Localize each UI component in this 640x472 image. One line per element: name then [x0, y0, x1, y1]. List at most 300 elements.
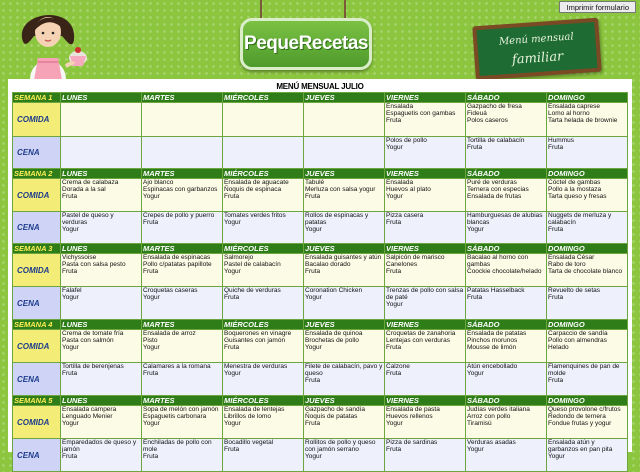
meal-cell[interactable]	[547, 363, 628, 396]
meal-cell[interactable]	[61, 212, 142, 244]
day-header: VIERNES	[385, 93, 466, 103]
dish-text: Ñoquis de espinaca	[224, 186, 282, 194]
week-header-row	[13, 320, 628, 330]
dish-text: Yogur	[224, 219, 241, 227]
meal-cell[interactable]	[61, 103, 142, 137]
meal-cell[interactable]	[142, 330, 223, 363]
dish-text: Polos de pollo	[386, 137, 427, 144]
comida-label: COMIDA	[13, 406, 61, 439]
chef-girl-illustration	[8, 0, 104, 80]
dish-text: Ensalada	[386, 179, 414, 186]
meal-cell[interactable]	[304, 254, 385, 287]
day-header: DOMINGO	[547, 320, 628, 330]
meal-cell[interactable]	[304, 363, 385, 396]
dish-text: Puré de verduras	[467, 179, 517, 186]
day-header: MIÉRCOLES	[223, 396, 304, 406]
dish-text: Bocadillo vegetal	[224, 439, 274, 446]
comida-row	[13, 254, 628, 287]
dish-text: Rollitos de pollo y queso con jamón serrano	[305, 439, 376, 454]
comida-row	[13, 330, 628, 363]
day-header: SÁBADO	[466, 396, 547, 406]
chalkboard-sign	[472, 18, 601, 81]
meal-cell[interactable]	[547, 254, 628, 287]
meal-cell[interactable]	[466, 103, 547, 137]
dish-text: Canelones	[386, 261, 418, 269]
dish-text: Fruta	[548, 377, 564, 385]
week-label: SEMANA 4	[13, 320, 61, 330]
meal-cell[interactable]	[466, 179, 547, 212]
week-label: SEMANA 3	[13, 244, 61, 254]
meal-cell[interactable]	[304, 137, 385, 169]
dish-text: Quiche de verduras	[224, 287, 281, 294]
dish-text: Crepes de pollo y puerro	[143, 212, 215, 219]
dish-text: Fruta	[386, 446, 402, 454]
day-header: VIERNES	[385, 244, 466, 254]
dish-text: Fruta	[143, 219, 159, 227]
dish-text: Fruta	[62, 453, 78, 461]
meal-cell[interactable]	[61, 363, 142, 396]
meal-cell[interactable]	[304, 179, 385, 212]
comida-label: COMIDA	[13, 254, 61, 287]
day-header: JUEVES	[304, 93, 385, 103]
dish-text: Boquerones en vinagre	[224, 330, 292, 337]
dish-text: Ensalada campera	[62, 406, 117, 413]
dish-text: Huevos rellenos	[386, 413, 433, 421]
meal-cell[interactable]	[466, 287, 547, 320]
dish-text: Brochetas de pollo	[305, 337, 359, 345]
dish-text: Librillos de lomo	[224, 413, 271, 421]
meal-cell[interactable]	[547, 439, 628, 472]
dish-text: Espaguetis con gambas	[386, 110, 456, 118]
dish-text: Coronation Chicken	[305, 287, 363, 294]
meal-cell[interactable]	[385, 179, 466, 212]
dish-text: Gazpacho de fresa	[467, 103, 522, 110]
day-header: SÁBADO	[466, 93, 547, 103]
dish-text: Pizza casera	[386, 212, 424, 219]
dish-text: Yogur	[305, 344, 322, 352]
dish-text: Fruta	[467, 294, 483, 302]
dish-text: Ensalada César	[548, 254, 595, 261]
meal-cell[interactable]	[304, 330, 385, 363]
dish-text: Ensalada atún y garbanzos en pan pita	[548, 439, 613, 454]
dish-text: Yogur	[143, 294, 160, 302]
dish-text: Yogur	[305, 453, 322, 461]
week-header-row	[13, 396, 628, 406]
dish-text: Pasta con salsa pesto	[62, 261, 126, 269]
dish-text: Verduras asadas	[467, 439, 516, 446]
day-header: MARTES	[142, 169, 223, 179]
meal-cell[interactable]	[61, 439, 142, 472]
dish-text: Nuggets de merluza y calabacín	[548, 212, 612, 227]
dish-text: Fruta	[386, 219, 402, 227]
dish-text: Ensalada guisantes y atún	[305, 254, 382, 261]
cena-label: CENA	[13, 137, 61, 169]
dish-text: Ensalada de arroz	[143, 330, 196, 337]
dish-text: Ensalada de frutas	[467, 193, 522, 201]
dish-text: Hummus	[548, 137, 575, 144]
meal-cell[interactable]	[547, 137, 628, 169]
meal-cell[interactable]	[385, 287, 466, 320]
dish-text: Lomo al horno	[548, 110, 590, 118]
meal-cell[interactable]	[223, 254, 304, 287]
dish-text: Dorada a la sal	[62, 186, 106, 194]
day-header: VIERNES	[385, 396, 466, 406]
day-header: LUNES	[61, 169, 142, 179]
meal-cell[interactable]	[385, 254, 466, 287]
dish-text: Queso provolone c/frutos	[548, 406, 621, 413]
dish-text: Fruta	[62, 193, 78, 201]
dish-text: Pollo c/patatas papillote	[143, 261, 212, 269]
meal-cell[interactable]	[385, 137, 466, 169]
dish-text: Rabo de toro	[548, 261, 586, 269]
day-header: DOMINGO	[547, 244, 628, 254]
meal-cell[interactable]	[142, 439, 223, 472]
day-header: MIÉRCOLES	[223, 93, 304, 103]
week-header-row	[13, 244, 628, 254]
dish-text: Yogur	[224, 268, 241, 276]
meal-cell[interactable]	[547, 179, 628, 212]
day-header: MIÉRCOLES	[223, 320, 304, 330]
chalkboard-line-2: familiar	[511, 49, 564, 68]
dish-text: Ajo blanco	[143, 179, 174, 186]
dish-text: Yogur	[467, 370, 484, 378]
dish-text: Fruta	[224, 446, 240, 454]
dish-text: Patatas Hasselback	[467, 287, 525, 294]
dish-text: Ensalada de lentejas	[224, 406, 285, 413]
dish-text: Tomates verdes fritos	[224, 212, 286, 219]
dish-text: Ensalada de quinoa	[305, 330, 363, 337]
dish-text: Fruta	[305, 420, 321, 428]
dish-text: Espaguetis carbonara	[143, 413, 207, 421]
dish-text: Tortilla de calabacín	[467, 137, 525, 144]
dish-text: Yogur	[143, 344, 160, 352]
meal-cell[interactable]	[142, 212, 223, 244]
day-header: JUEVES	[304, 244, 385, 254]
dish-text: Fruta	[386, 370, 402, 378]
meal-cell[interactable]	[223, 103, 304, 137]
cena-label: CENA	[13, 439, 61, 472]
meal-cell[interactable]	[61, 406, 142, 439]
meal-cell[interactable]	[142, 363, 223, 396]
meal-cell[interactable]	[385, 406, 466, 439]
meal-cell[interactable]	[466, 363, 547, 396]
cena-row	[13, 363, 628, 396]
meal-cell[interactable]	[61, 287, 142, 320]
dish-text: Rollos de espinacas y patatas	[305, 212, 369, 227]
dish-text: Fruta	[224, 193, 240, 201]
meal-cell[interactable]	[223, 137, 304, 169]
dish-text: Fruta	[62, 370, 78, 378]
dish-text: Merluza con salsa yogur	[305, 186, 376, 194]
dish-text: Fruta	[386, 344, 402, 352]
dish-text: Pastel de calabacín	[224, 261, 281, 269]
meal-cell[interactable]	[466, 212, 547, 244]
dish-text: Yogur	[386, 144, 403, 152]
dish-text: Filete de calabacín, pavo y queso	[305, 363, 383, 378]
meal-cell[interactable]	[142, 103, 223, 137]
dish-text: Fruta	[305, 268, 321, 276]
dish-text: Salpicón de marisco	[386, 254, 445, 261]
dish-text: Fruta	[143, 370, 159, 378]
dish-text: Atún encebollado	[467, 363, 518, 370]
day-header: MIÉRCOLES	[223, 244, 304, 254]
page-header	[0, 0, 640, 78]
dish-text: Pinchos morunos	[467, 337, 518, 345]
meal-cell[interactable]	[223, 287, 304, 320]
dish-text: Ternera con especias	[467, 186, 529, 194]
meal-cell[interactable]	[142, 179, 223, 212]
dish-text: Yogur	[62, 226, 79, 234]
meal-cell[interactable]	[223, 330, 304, 363]
day-header: SÁBADO	[466, 244, 547, 254]
dish-text: Huevos al plato	[386, 186, 431, 194]
day-header: JUEVES	[304, 169, 385, 179]
week-label: SEMANA 1	[13, 93, 61, 103]
day-header: VIERNES	[385, 169, 466, 179]
week-label: SEMANA 2	[13, 169, 61, 179]
meal-cell[interactable]	[547, 212, 628, 244]
dish-text: Enchiladas de pollo con mole	[143, 439, 212, 454]
comida-label: COMIDA	[13, 103, 61, 137]
dish-text: Fruta	[62, 268, 78, 276]
dish-text: Tabulé	[305, 179, 325, 186]
dish-text: Yogur	[386, 420, 403, 428]
dish-text: Redondo de ternera	[548, 413, 606, 421]
dish-text: Tarta helada de brownie	[548, 117, 618, 125]
meal-cell[interactable]	[466, 330, 547, 363]
dish-text: Fruta	[548, 294, 564, 302]
day-header: MIÉRCOLES	[223, 169, 304, 179]
menu-panel	[8, 79, 632, 461]
meal-cell[interactable]	[547, 330, 628, 363]
dish-text: Fruta	[305, 193, 321, 201]
meal-cell[interactable]	[142, 406, 223, 439]
dish-text: Vichyssoise	[62, 254, 97, 261]
dish-text: Pisto	[143, 337, 158, 345]
dish-text: Cóctel de gambas	[548, 179, 601, 186]
meal-cell[interactable]	[466, 137, 547, 169]
dish-text: Bacalao dorado	[305, 261, 351, 269]
day-header: MARTES	[142, 93, 223, 103]
logo	[240, 0, 366, 70]
dish-text: Tiramisú	[467, 420, 492, 428]
dish-text: Calamares a la romana	[143, 363, 211, 370]
week-label: SEMANA 5	[13, 396, 61, 406]
dish-text: Trenzas de pollo con salsa de paté	[386, 287, 464, 302]
dish-text: Gazpacho de sandía	[305, 406, 365, 413]
meal-cell[interactable]	[466, 254, 547, 287]
meal-cell[interactable]	[466, 406, 547, 439]
dish-text: Tortilla de berenjenas	[62, 363, 124, 370]
cena-row	[13, 137, 628, 169]
meal-cell[interactable]	[466, 439, 547, 472]
meal-cell[interactable]	[223, 179, 304, 212]
logo-sign: PequeRecetas	[240, 18, 372, 70]
dish-text: Yogur	[467, 226, 484, 234]
dish-text: Pollo con almendras	[548, 337, 607, 345]
comida-label: COMIDA	[13, 330, 61, 363]
comida-row	[13, 179, 628, 212]
dish-text: Fruta	[548, 144, 564, 152]
day-header: DOMINGO	[547, 169, 628, 179]
meal-cell[interactable]	[385, 363, 466, 396]
dish-text: Yogur	[143, 420, 160, 428]
dish-text: Fruta	[143, 268, 159, 276]
dish-text: Ensalada de aguacate	[224, 179, 289, 186]
meal-cell[interactable]	[304, 439, 385, 472]
dish-text: Yogur	[305, 294, 322, 302]
meal-cell[interactable]	[223, 406, 304, 439]
dish-text: Ensalada de pasta	[386, 406, 440, 413]
dish-text: Pizza de sardinas	[386, 439, 438, 446]
dish-text: Yogur	[143, 193, 160, 201]
dish-text: Croquetas caseras	[143, 287, 198, 294]
dish-text: Yogur	[386, 193, 403, 201]
dish-text: Ensalada caprese	[548, 103, 601, 110]
dish-text: Crema de tomate fría	[62, 330, 124, 337]
meal-cell[interactable]	[547, 287, 628, 320]
meal-cell[interactable]	[547, 406, 628, 439]
dish-text: Ensalada de espinacas	[143, 254, 211, 261]
dish-text: Arroz con pollo	[467, 413, 511, 421]
dish-text: Calzone	[386, 363, 410, 370]
dish-text: Fruta	[305, 377, 321, 385]
dish-text: Judías verdes italiana	[467, 406, 530, 413]
day-header: DOMINGO	[547, 93, 628, 103]
meal-cell[interactable]	[304, 406, 385, 439]
dish-text: Fruta	[548, 226, 564, 234]
cena-row	[13, 287, 628, 320]
dish-text: Bacalao al horno con gambas	[467, 254, 529, 269]
meal-cell[interactable]	[61, 330, 142, 363]
meal-cell[interactable]	[304, 287, 385, 320]
dish-text: Tarta de chocolate blanco	[548, 268, 623, 276]
day-header: MARTES	[142, 396, 223, 406]
dish-text: Crema de calabaza	[62, 179, 119, 186]
dish-text: Pollo a la mostaza	[548, 186, 602, 194]
dish-text: Fruta	[224, 344, 240, 352]
dish-text: Yogur	[224, 370, 241, 378]
dish-text: Emparedados de queso y jamón	[62, 439, 137, 454]
menu-table	[12, 92, 628, 472]
dish-text: Pasta con salmón	[62, 337, 114, 345]
dish-text: Ñoquis de patatas	[305, 413, 358, 421]
meal-cell[interactable]	[547, 103, 628, 137]
day-header: DOMINGO	[547, 396, 628, 406]
dish-text: Fruta	[386, 117, 402, 125]
meal-cell[interactable]	[385, 103, 466, 137]
meal-cell[interactable]	[61, 179, 142, 212]
dish-text: Yogur	[386, 301, 403, 309]
week-header-row	[13, 169, 628, 179]
dish-text: Menestra de verduras	[224, 363, 288, 370]
day-header: LUNES	[61, 320, 142, 330]
dish-text: Falafel	[62, 287, 82, 294]
meal-cell[interactable]	[142, 287, 223, 320]
dish-text: Espinacas con garbanzos	[143, 186, 218, 194]
meal-cell[interactable]	[304, 103, 385, 137]
dish-text: Tarta queso y fresas	[548, 193, 607, 201]
cena-label: CENA	[13, 212, 61, 244]
meal-cell[interactable]	[385, 330, 466, 363]
meal-cell[interactable]	[223, 363, 304, 396]
meal-cell[interactable]	[223, 212, 304, 244]
meal-cell[interactable]	[304, 212, 385, 244]
dish-text: Guisantes con jamón	[224, 337, 286, 345]
dish-text: Revuelto de setas	[548, 287, 601, 294]
meal-cell[interactable]	[61, 254, 142, 287]
dish-text: Fideuá	[467, 110, 487, 118]
print-form-button[interactable]: Imprimir formulario	[559, 1, 636, 13]
meal-cell[interactable]	[61, 137, 142, 169]
week-header-row	[13, 93, 628, 103]
comida-label: COMIDA	[13, 179, 61, 212]
day-header: SÁBADO	[466, 320, 547, 330]
day-header: MARTES	[142, 244, 223, 254]
day-header: LUNES	[61, 244, 142, 254]
dish-text: Polos caseros	[467, 117, 508, 125]
comida-row	[13, 406, 628, 439]
dish-text: Yogur	[62, 344, 79, 352]
cena-label: CENA	[13, 287, 61, 320]
day-header: JUEVES	[304, 396, 385, 406]
dish-text: Helado	[548, 344, 569, 352]
dish-text: Salmorejo	[224, 254, 254, 261]
meal-cell[interactable]	[385, 439, 466, 472]
dish-text: Yogur	[62, 420, 79, 428]
comida-row	[13, 103, 628, 137]
cena-label: CENA	[13, 363, 61, 396]
dish-text: Sopa de melón con jamón	[143, 406, 219, 413]
dish-text: Yogur	[467, 446, 484, 454]
meal-cell[interactable]	[142, 254, 223, 287]
dish-text: Lentejas con verduras	[386, 337, 450, 345]
day-header: SÁBADO	[466, 169, 547, 179]
meal-cell[interactable]	[223, 439, 304, 472]
day-header: VIERNES	[385, 320, 466, 330]
dish-text: Yogur	[305, 226, 322, 234]
dish-text: Carpaccio de sandía	[548, 330, 608, 337]
dish-text: Fruta	[224, 294, 240, 302]
dish-text: Yogur	[62, 294, 79, 302]
dish-text: Flamenquines de pan de molde	[548, 363, 620, 378]
dish-text: Fruta	[386, 268, 402, 276]
meal-cell[interactable]	[142, 137, 223, 169]
day-header: LUNES	[61, 93, 142, 103]
dish-text: Fruta	[467, 144, 483, 152]
dish-text: Fondue frutas y yogur	[548, 420, 612, 428]
chalkboard-line-1: Menú mensual	[498, 31, 575, 48]
dish-text: Yogur	[224, 420, 241, 428]
dish-text: Lenguado Menier	[62, 413, 113, 421]
dish-text: Ensalada de patatas	[467, 330, 527, 337]
dish-text: Ensalada	[386, 103, 414, 110]
dish-text: Fruta	[143, 453, 159, 461]
day-header: MARTES	[142, 320, 223, 330]
day-header: LUNES	[61, 396, 142, 406]
menu-title: MENÚ MENSUAL JULIO	[276, 82, 364, 91]
dish-text: Croquetas de zanahoria	[386, 330, 456, 337]
cena-row	[13, 439, 628, 472]
dish-text: Yogur	[548, 453, 565, 461]
dish-text: Coockie chocolate/helado	[467, 268, 542, 276]
dish-text: Pastel de queso y verduras	[62, 212, 114, 227]
cena-row	[13, 212, 628, 244]
dish-text: Hamburguesas de alubias blancas	[467, 212, 543, 227]
dish-text: Mousse de limón	[467, 344, 517, 352]
day-header: JUEVES	[304, 320, 385, 330]
meal-cell[interactable]	[385, 212, 466, 244]
